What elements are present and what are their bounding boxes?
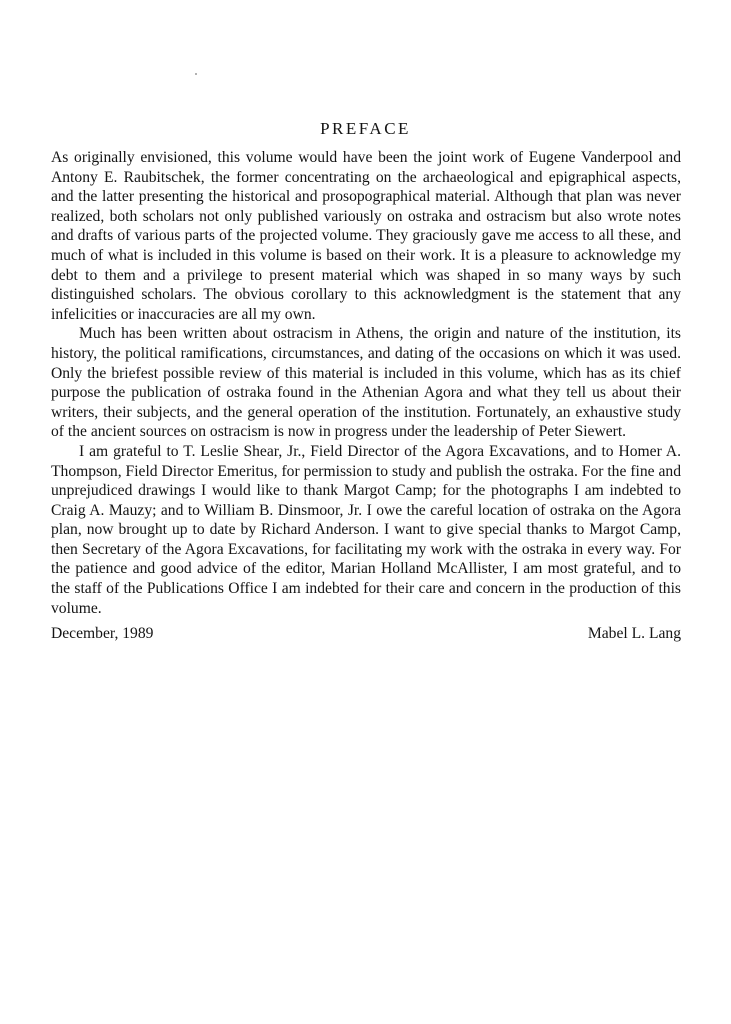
preface-body [51, 148, 681, 618]
author-name: Mabel L. Lang [587, 625, 681, 642]
page-title: PREFACE [320, 119, 411, 139]
date-line: December, 1989 [51, 625, 154, 642]
signature-row [51, 624, 681, 644]
scan-artifact-dot [195, 73, 197, 75]
preface-paragraph: As originally envisioned, this volume would have been the joint work of Eugene Vanderpool and Antony E. Raubitschek, the former concentrating on the archaeological and epigraphical aspects, and the latter presenting the historical and prosopographical material. Although that plan was never realized, both scholars not only published variously on ostraka and ostracism but also wrote notes and drafts of various parts of the projected volume. They graciously gave me access to all these, and much of what is included in this volume is based on their work. It is a pleasure to acknowledge my debt to them and a privilege to present material which was shaped in so many ways by such distinguished scholars. The obvious corollary to this acknowledgment is the statement that any infelicities or inaccuracies are all my own. [51, 149, 681, 323]
preface-paragraph: Much has been written about ostracism in Athens, the origin and nature of the institution, its history, the political ramifications, circumstances, and dating of the occasions on which it was used. Only the briefest possible review of this material is included in this volume, which has as its chief purpose the publication of ostraka found in the Athenian Agora and what they tell us about their writers, their subjects, and the general operation of the institution. Fortunately, an exhaustive study of the ancient sources on ostracism is now in progress under the leadership of Peter Siewert. [51, 325, 681, 441]
preface-paragraph: I am grateful to T. Leslie Shear, Jr., Field Director of the Agora Excavations, and to Homer A. Thompson, Field Director Emeritus, for permission to study and publish the ostraka. For the fine and unprejudiced drawings I would like to thank Margot Camp; for the photographs I am indebted to Craig A. Mauzy; and to William B. Dinsmoor, Jr. I owe the careful location of ostraka on the Agora plan, now brought up to date by Richard Anderson. I want to give special thanks to Margot Camp, then Secretary of the Agora Excavations, for facilitating my work with the ostraka in every way. For the patience and good advice of the editor, Marian Holland McAllister, I am most grateful, and to the staff of the Publications Office I am indebted for their care and concern in the production of this volume. [51, 442, 681, 617]
